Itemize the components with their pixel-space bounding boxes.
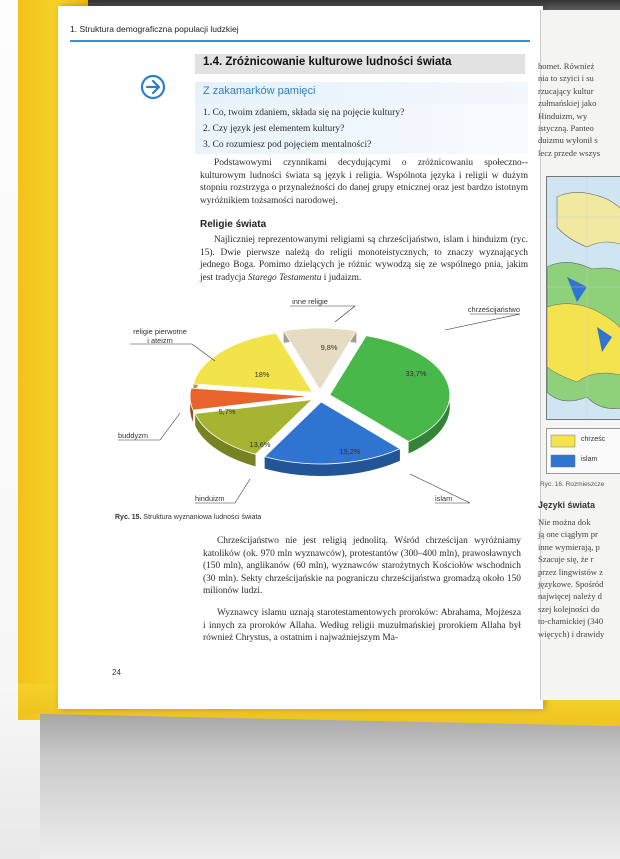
right-page-line: szej kolejności do (538, 603, 600, 614)
right-page-line: nia to szyici i su (538, 73, 594, 84)
religion-pie-chart (110, 296, 530, 512)
question-item: 1. Co, twoim zdaniem, składa się na pojęcie kultury? (203, 108, 405, 118)
subheading-religions: Religie świata (200, 219, 267, 230)
right-page-line: ją one ciągłym pr (538, 529, 598, 540)
pie-category-label: islam (435, 494, 453, 503)
caption-number: Ryc. 15. (115, 514, 142, 521)
pie-slice-value-label: 5,7% (218, 407, 236, 416)
right-page-line: inne wymierają, p (538, 541, 600, 552)
world-map-fragment (546, 176, 620, 420)
religions-text-b: i judaizm. (321, 272, 362, 283)
map-caption: Ryc. 16. Rozmieszcze (540, 481, 605, 488)
question-item: 3. Co rozumiesz pod pojęciem mentalności? (203, 140, 372, 150)
running-head: 1. Struktura demograficzna populacji ludzkiej (70, 24, 239, 34)
christianity-paragraph: Chrześcijaństwo nie jest religią jednolitą. Wśród chrześcijan wyróżniamy katolików (ok. 970 mln wyznawców), protestantów (300–400 mln), prawosławnych (150 mln), anglikanów (60 mln), wyznawców starożytnych Kościołów wschodnich (30 mln). Sekty chrześcijańskie na pograniczu chrześcijaństwa gromadzą około 150 milionów ludzi. (203, 536, 521, 597)
pie-category-label: buddyzm (118, 431, 148, 440)
right-page-line: lecz przede wszys (538, 147, 601, 158)
page-number: 24 (112, 668, 121, 677)
map-legend (546, 428, 620, 474)
memory-heading: Z zakamarków pamięci (203, 85, 316, 97)
right-page-line: zułmańskiej jako (538, 98, 597, 109)
religions-paragraph (200, 234, 528, 284)
back-arrow-circle-icon (140, 74, 166, 100)
religions-text-italic: Starego Testamentu (247, 272, 322, 283)
question-list (203, 105, 404, 153)
pie-slice-value-label: 19,2% (339, 447, 361, 456)
section-title: 1.4. Zróżnicowanie kulturowe ludności świata (203, 56, 452, 68)
right-page-line: Szacuje się, że r (538, 554, 594, 565)
right-page-line: językowe. Spośród (538, 579, 604, 589)
running-head-rule (70, 40, 530, 42)
legend-label-islam: islam (581, 456, 598, 463)
pie-category-label: inne religie (292, 297, 328, 306)
right-page-line: istyczną. Panteo (538, 123, 594, 133)
right-page-line: przez lingwistów z (538, 566, 603, 577)
pie-leader-line (290, 306, 355, 322)
figure-caption (115, 514, 261, 521)
right-page-line: duizmu wyłonił s (538, 135, 598, 146)
pie-slice-value-label: 9,8% (320, 343, 338, 352)
pie-slice-value-label: 33,7% (405, 369, 427, 378)
map-graphic (547, 177, 620, 420)
pie-slice-value-label: 13,6% (249, 440, 271, 449)
question-item: 2. Czy język jest elementem kultury? (203, 124, 345, 134)
pie-category-label: chrześcijaństwo (467, 305, 520, 314)
right-page-line: więcych) i drawidy (538, 628, 605, 639)
pie-leader-line (445, 314, 520, 330)
pie-category-label: religie pierwotne i ateizm (133, 327, 187, 345)
subheading-languages: Języki świata (538, 500, 596, 510)
intro-paragraph: Podstawowymi czynnikami decydującymi o zróżnicowaniu społeczno--kulturowym ludności świata są język i religia. Wspólnota języka i religii w dużym stopniu rozstrzyga o przynależności do danej grupy etnicznej oraz jest bardzo istotnym wyróżnikiem tożsamości narodowej. (200, 158, 528, 206)
religions-text-a: Najliczniej reprezentowanymi religiami są chrześcijaństwo, islam i hinduizm (ryc. 15). Dwie pierwsze należą do religii monoteistycznych, to znaczy wyznających jednego Boga. Pomimo dzielących je różnic wywodzą się ze wspólnego pnia, jakim jest tradycja (200, 235, 528, 283)
caption-text: Struktura wyznaniowa ludności świata (143, 514, 262, 521)
pie-leader-line (130, 344, 215, 361)
right-page-line: to-chamickiej (340 (538, 616, 604, 627)
islam-paragraph: Wyznawcy islamu uznają starotestamentowych proroków: Abrahama, Mojżesza i innych za proroków Allaha. Według religii muzułmańskiej prorokiem Allaha był również Chrystus, a ostatnim i najważniejszym Ma- (203, 608, 521, 644)
pie-category-label: hinduizm (195, 494, 225, 503)
right-page-line: homet. Również (538, 61, 595, 71)
right-page-line: najwięcej należy d (538, 591, 602, 602)
right-page-line: Nie można dok (538, 517, 591, 527)
legend-label-christianity: chrześc (581, 436, 606, 443)
right-page-line: rzucający kultur (538, 85, 594, 96)
pie-slice-value-label: 18% (254, 370, 270, 379)
pie-chart-svg (110, 296, 530, 512)
right-page-line: Hinduizm, wy (538, 110, 588, 121)
